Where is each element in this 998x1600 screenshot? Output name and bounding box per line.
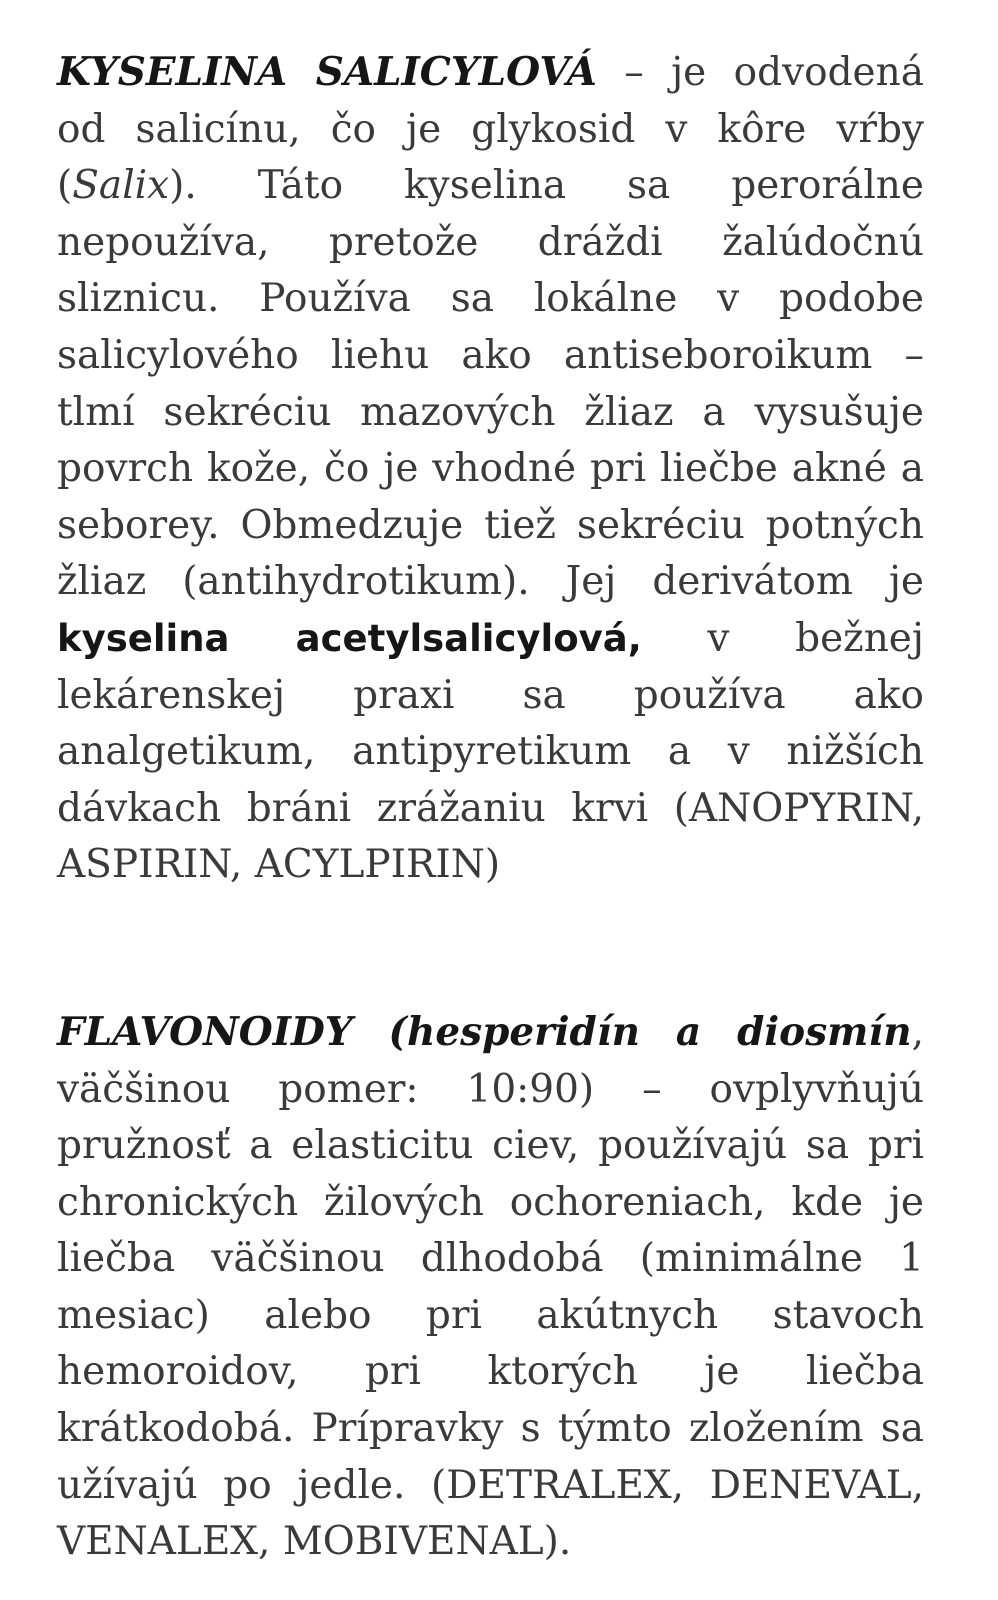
text-segment: , väčšinou pomer: 10:90) – ovplyvňujú pružnosť a elasticitu ciev, používajú sa pri chronických žilových ochoreniach, kde je liečba väčšinou dlhodobá (minimálne 1 mesiac) alebo pri akútnych stavoch hemoroidov, pri ktorých je liečba krátkodobá. Prípravky s týmto zložením sa užívajú po jedle.	[57, 1009, 924, 1508]
document-body	[57, 44, 924, 1571]
brand-list: (DETRALEX, DENEVAL, VENALEX, MOBIVENAL).	[57, 1462, 925, 1565]
term-salicylic-acid: KYSELINA SALICYLOVÁ	[57, 49, 597, 95]
text-segment: v bežnej lekárenskej praxi sa používa ako analgetikum, antipyretikum a v nižších dávkach bráni zrážaniu krvi	[57, 615, 924, 831]
term-flavonoids: FLAVONOIDY (hesperidín a diosmín	[57, 1008, 912, 1055]
paragraph-flavonoids	[57, 1004, 924, 1571]
term-acetylsalicylic-acid: kyselina acetylsalicylová,	[57, 616, 642, 660]
brand-list: (ANOPYRIN, ASPIRIN, ACYLPIRIN)	[57, 785, 924, 888]
genus-name: Salix	[72, 163, 170, 209]
text-segment: ). Táto kyselina sa perorálne nepoužíva, pretože dráždi žalúdočnú sliznicu. Používa sa lokálne v podobe salicylového liehu ako antiseboroikum – tlmí sekréciu mazových žliaz a vysušuje povrch kože, čo je vhodné pri liečbe akné a seborey. Obmedzuje tiež sekréciu potných žliaz (antihydrotikum). Jej derivátom je	[57, 163, 924, 605]
text-segment: – je odvodená od salicínu, čo je glykosid v kôre vŕby (	[57, 50, 924, 209]
paragraph-salicylic-acid	[57, 44, 924, 894]
